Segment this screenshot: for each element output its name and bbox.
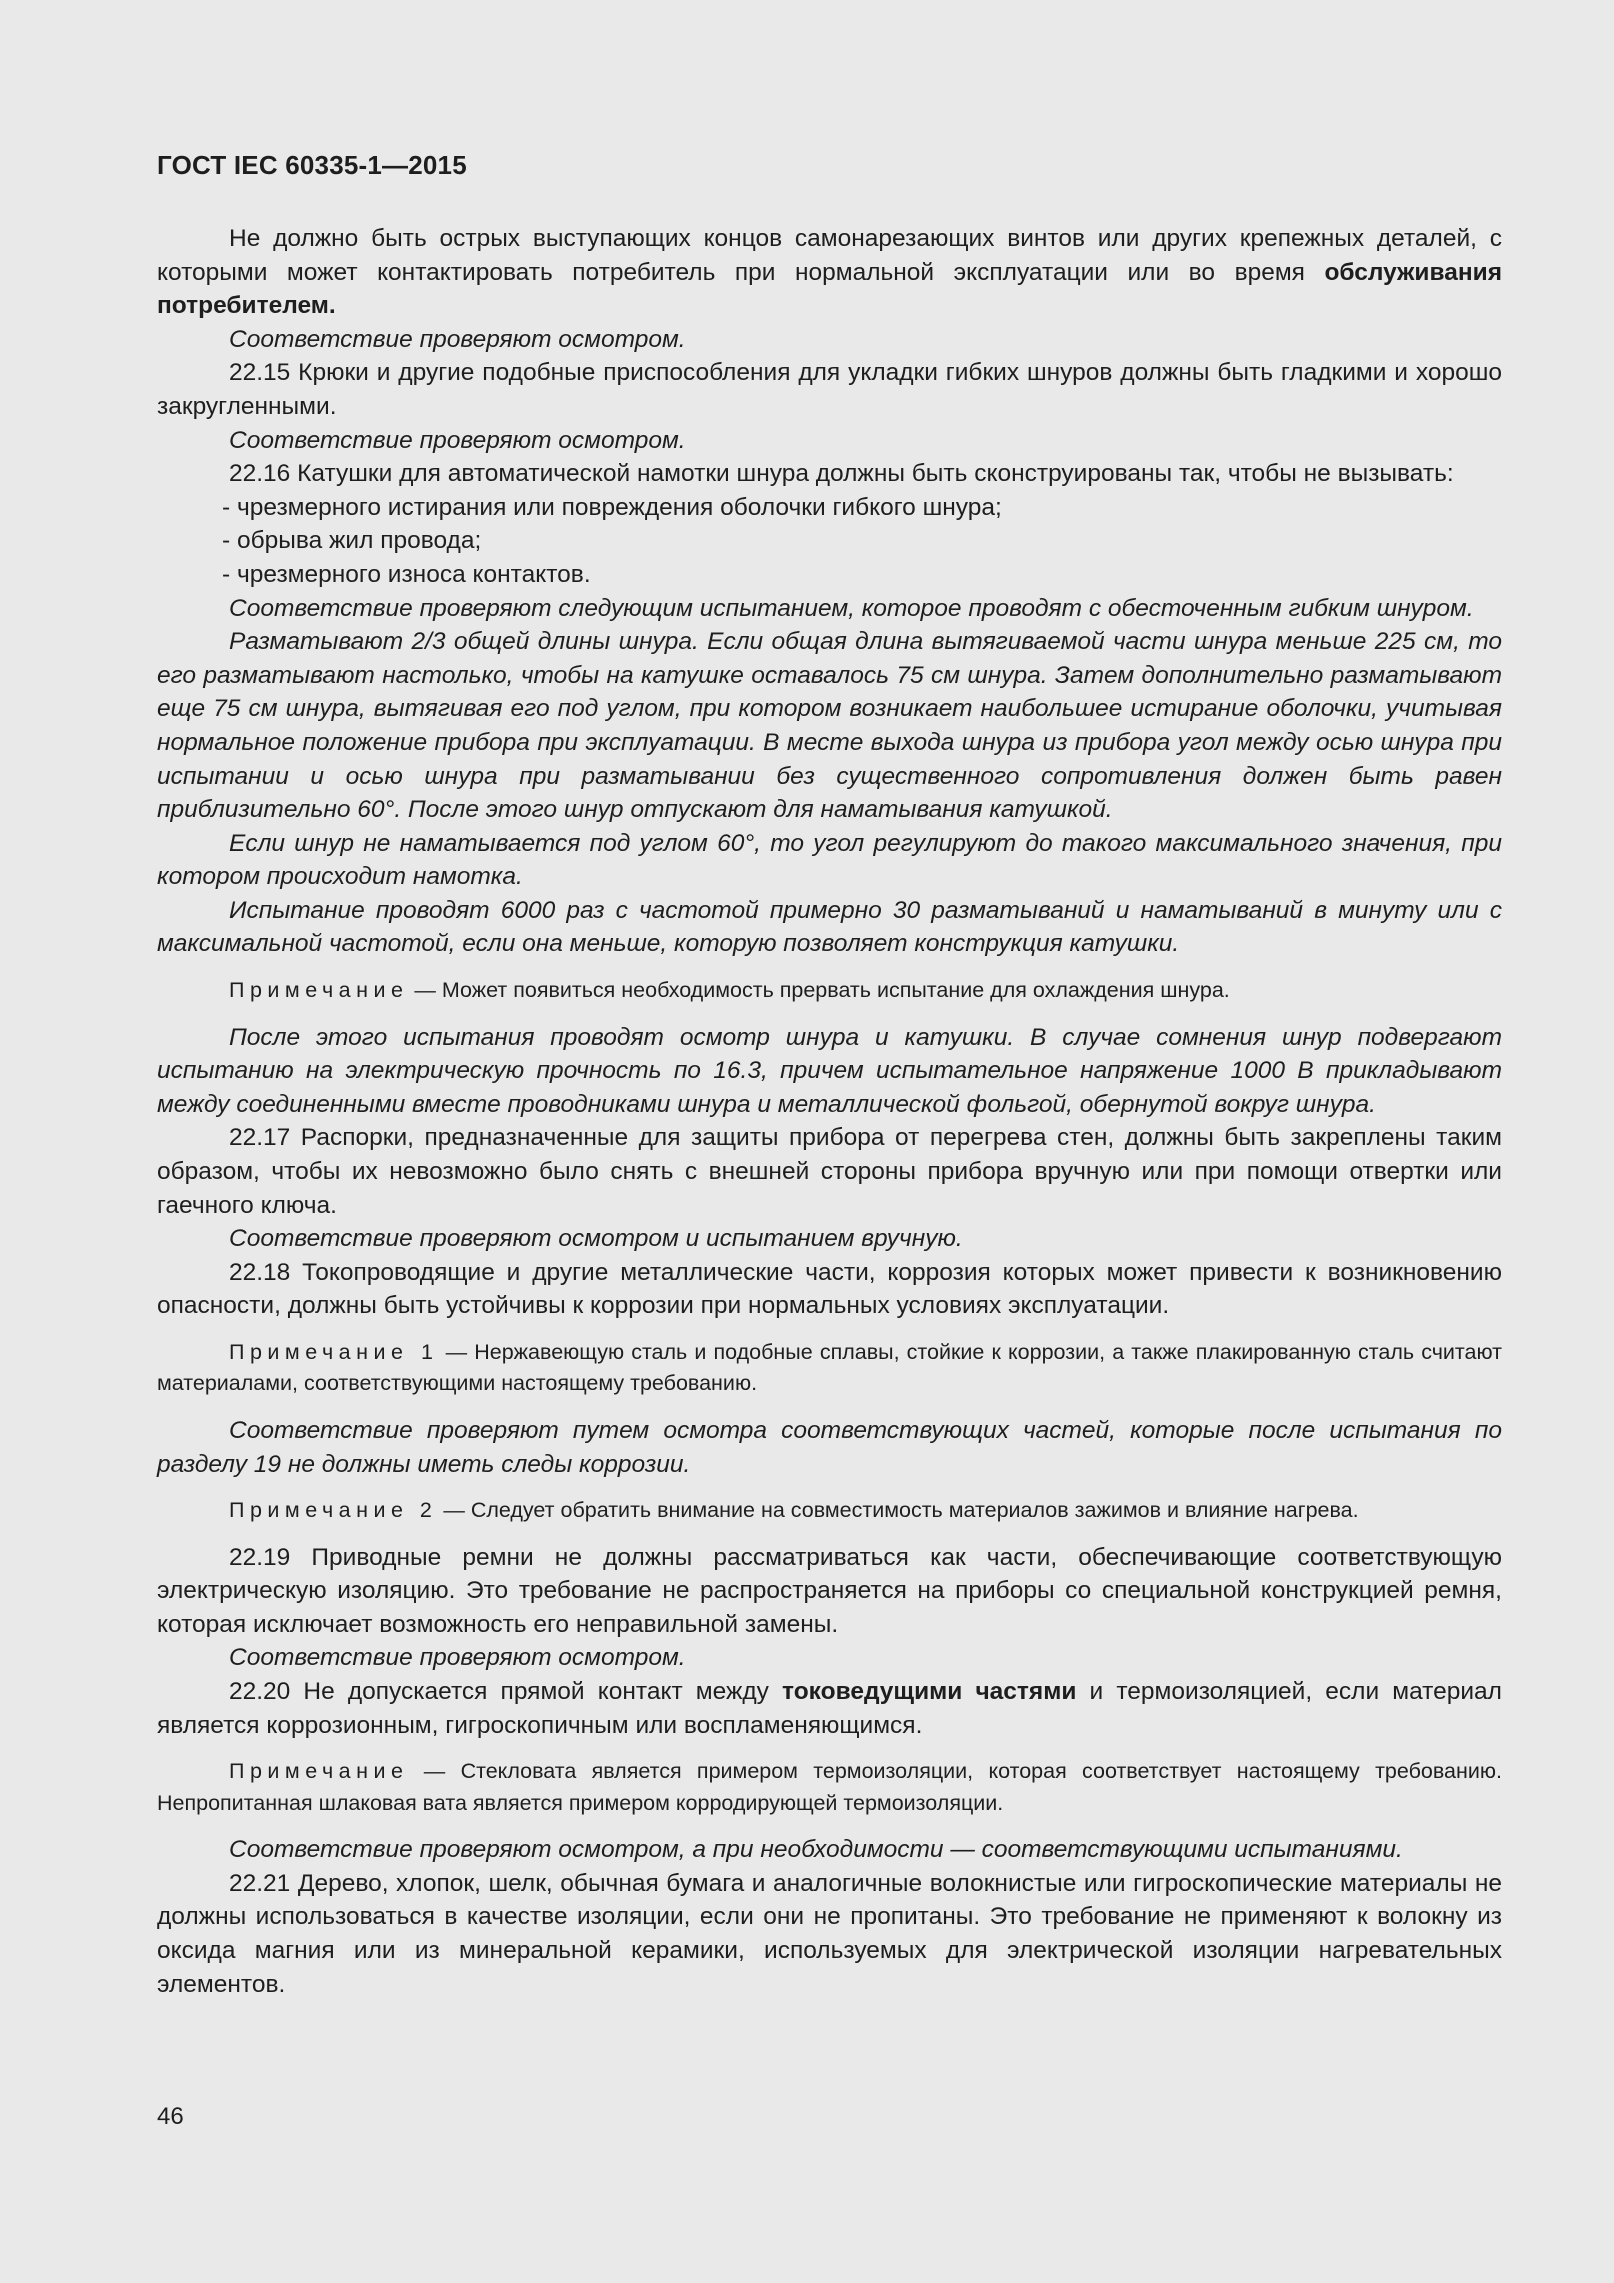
page-number: 46 — [157, 2103, 184, 2130]
note-text: — Следует обратить внимание на совместимость материалов зажимов и влияние нагрева. — [437, 1498, 1359, 1523]
list-item: - чрезмерного износа контактов. — [222, 560, 591, 588]
paragraph — [157, 222, 1502, 323]
test-procedure: Разматывают 2/3 общей длины шнура. Если общая длина вытягиваемой части шнура меньше 225 см, то его разматывают настолько, чтобы на катушке оставалось 75 см шнура. Затем дополнительно разматывают еще 75 см шнура, вытягивая его под углом, при котором возникает наибольшее истирание оболочки, учитывая нормальное положение прибора при эксплуатации. В месте выхода шнура из прибора угол между осью шнура при испытании и осью шнура при разматывании без существенного сопротивления должен быть равен приблизительно 60°. После этого шнур отпускают для наматывания катушкой. — [157, 628, 1502, 824]
paragraph-text: Не должно быть острых выступающих концов самонарезающих винтов или других крепежных деталей, с которыми может контактировать потребитель при нормальной эксплуатации или во время — [157, 225, 1502, 286]
note-label: Примечание — [229, 1759, 409, 1784]
list-item: - обрыва жил провода; — [222, 527, 482, 555]
page-body — [157, 222, 1502, 2001]
note-label: Примечание 1 — [229, 1339, 439, 1364]
clause-22-20 — [157, 1675, 1502, 1742]
clause-22-18: 22.18 Токопроводящие и другие металлические части, коррозия которых может привести к возникновению опасности, должны быть устойчивы к коррозии при нормальных условиях эксплуатации. — [157, 1258, 1502, 1320]
note-text: — Нержавеющую сталь и подобные сплавы, стойкие к коррозии, а также плакированную сталь считают материалами, соответствующими настоящему требованию. — [157, 1339, 1502, 1396]
compliance-check: Соответствие проверяют осмотром. — [229, 1644, 686, 1672]
test-procedure: После этого испытания проводят осмотр шнура и катушки. В случае сомнения шнур подвергают испытанию на электрическую прочность по 16.3, причем испытательное напряжение 1000 В прикладывают между соединенными вместе проводниками шнура и металлической фольгой, обернутой вокруг шнура. — [157, 1023, 1502, 1118]
note-label: Примечание — [229, 978, 409, 1003]
defined-term: токоведущими частями — [782, 1677, 1077, 1705]
note-label: Примечание 2 — [229, 1498, 438, 1523]
list-item: - чрезмерного истирания или повреждения оболочки гибкого шнура; — [222, 493, 1002, 521]
standard-title: ГОСТ IEC 60335-1—2015 — [157, 150, 467, 180]
note — [157, 975, 1502, 1007]
test-procedure: Испытание проводят 6000 раз с частотой примерно 30 разматываний и наматываний в минуту или с максимальной частотой, если она меньше, которую позволяет конструкция катушки. — [157, 896, 1502, 958]
note-text: — Стекловата является примером термоизоляции, которая соответствует настоящему требованию. Непропитанная шлаковая вата является примером корродирующей термоизоляции. — [157, 1759, 1502, 1815]
clause-22-15: 22.15 Крюки и другие подобные приспособления для укладки гибких шнуров должны быть гладкими и хорошо закругленными. — [157, 359, 1502, 420]
paragraph-text: 22.20 Не допускается прямой контакт между — [229, 1677, 783, 1705]
note — [157, 1495, 1502, 1527]
compliance-check: Соответствие проверяют путем осмотра соответствующих частей, которые после испытания по разделу 19 не должны иметь следы коррозии. — [157, 1416, 1502, 1478]
defined-term: обслуживания потребителем. — [157, 258, 1502, 320]
compliance-check: Соответствие проверяют осмотром, а при необходимости — соответствующими испытаниями. — [229, 1836, 1403, 1864]
compliance-check: Соответствие проверяют осмотром. — [229, 426, 686, 454]
paragraph-text: и термоизоляцией, если материал является коррозионным, гигроскопичным или воспламеняющимся. — [157, 1677, 1502, 1739]
compliance-check: Соответствие проверяют осмотром. — [229, 325, 686, 353]
clause-22-17: 22.17 Распорки, предназначенные для защиты прибора от перегрева стен, должны быть закреплены таким образом, чтобы их невозможно было снять с внешней стороны прибора вручную или при помощи отвертки или гаечного ключа. — [157, 1124, 1502, 1219]
note — [157, 1337, 1502, 1400]
clause-22-21: 22.21 Дерево, хлопок, шелк, обычная бумага и аналогичные волокнистые или гигроскопические материалы не должны использоваться в качестве изоляции, если они не пропитаны. Это требование не применяют к волокну из оксида магния или из минеральной керамики, используемых для электрической изоляции нагревательных элементов. — [157, 1869, 1502, 1998]
test-procedure: Если шнур не наматывается под углом 60°, то угол регулируют до такого максимального значения, при котором происходит намотка. — [157, 829, 1502, 891]
compliance-check: Соответствие проверяют следующим испытанием, которое проводят с обесточенным гибким шнуром. — [229, 594, 1474, 622]
note-text: — Может появиться необходимость прервать испытание для охлаждения шнура. — [408, 978, 1230, 1003]
compliance-check: Соответствие проверяют осмотром и испытанием вручную. — [229, 1225, 963, 1253]
clause-22-19: 22.19 Приводные ремни не должны рассматриваться как части, обеспечивающие соответствующую электрическую изоляцию. Это требование не распространяется на приборы со специальной конструкцией ремня, которая исключает возможность его неправильной замены. — [157, 1543, 1502, 1638]
clause-22-16: 22.16 Катушки для автоматической намотки шнура должны быть сконструированы так, чтобы не вызывать: — [229, 460, 1454, 488]
note — [157, 1756, 1502, 1819]
